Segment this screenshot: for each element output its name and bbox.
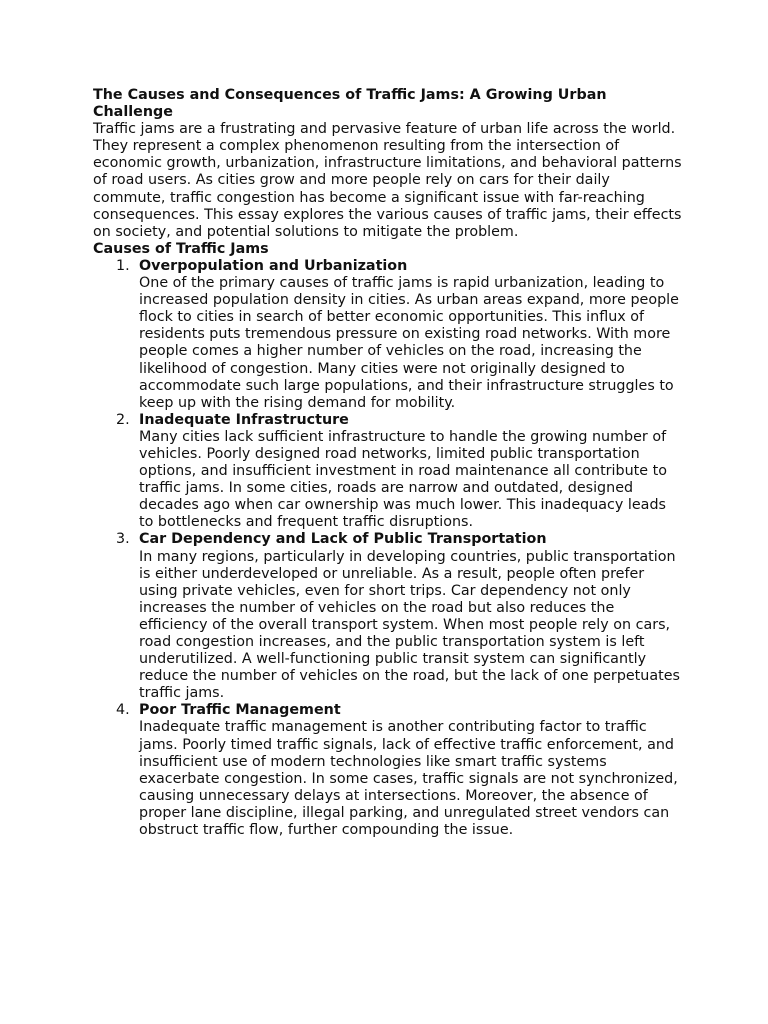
document-page — [93, 87, 683, 839]
cause-body: In many regions, particularly in developing countries, public transportation is either underdeveloped or unreliable. As a result, people often prefer using private vehicles, even for short trips. Car dependency not only increases the number of vehicles on the road but also reduces the efficiency of the overall transport system. When most people rely on cars, road congestion increases, and the public transportation system is left underutilized. A well-functioning public transit system can significantly reduce the number of vehicles on the road, but the lack of one perpetuates traffic jams. — [139, 548, 680, 702]
list-number: 1. — [116, 257, 130, 274]
cause-item — [93, 258, 683, 412]
cause-item — [93, 412, 683, 532]
cause-body: Inadequate traffic management is another contributing factor to traffic jams. Poorly timed traffic signals, lack of effective traffic enforcement, and insufficient use of modern technologies like smart traffic systems exacerbate congestion. In some cases, traffic signals are not synchronized, causing unnecessary delays at intersections. Moreover, the absence of proper lane discipline, illegal parking, and unregulated street vendors can obstruct traffic flow, further compounding the issue. — [139, 719, 678, 839]
list-number: 4. — [116, 702, 130, 719]
cause-title: Car Dependency and Lack of Public Transportation — [139, 531, 547, 548]
cause-body: One of the primary causes of traffic jams is rapid urbanization, leading to increased population density in cities. As urban areas expand, more people flock to cities in search of better economic opportunities. This influx of residents puts tremendous pressure on existing road networks. With more people comes a higher number of vehicles on the road, increasing the likelihood of congestion. Many cities were not originally designed to accommodate such large populations, and their infrastructure struggles to keep up with the rising demand for mobility. — [139, 275, 679, 411]
cause-title: Poor Traffic Management — [139, 702, 341, 719]
section-heading: Causes of Traffic Jams — [93, 240, 269, 257]
intro-paragraph: Traffic jams are a frustrating and pervasive feature of urban life across the world. They represent a complex phenomenon resulting from the intersection of economic growth, urbanization, infrastructure limitations, and behavioral patterns of road users. As cities grow and more people rely on cars for their daily commute, traffic congestion has become a significant issue with far-reaching consequences. This essay explores the various causes of traffic jams, their effects on society, and potential solutions to mitigate the problem. — [93, 121, 682, 240]
cause-item — [93, 702, 683, 839]
cause-item — [93, 531, 683, 702]
causes-list — [93, 258, 683, 839]
cause-title: Overpopulation and Urbanization — [139, 257, 408, 274]
cause-title: Inadequate Infrastructure — [139, 411, 349, 428]
document-title: The Causes and Consequences of Traffic Jams: A Growing Urban Challenge — [93, 87, 607, 121]
list-number: 3. — [116, 531, 130, 548]
cause-body: Many cities lack sufficient infrastructure to handle the growing number of vehicles. Poorly designed road networks, limited public transportation options, and insufficient investment in road maintenance all contribute to traffic jams. In some cities, roads are narrow and outdated, designed decades ago when car ownership was much lower. This inadequacy leads to bottlenecks and frequent traffic disruptions. — [139, 428, 667, 531]
list-number: 2. — [116, 411, 130, 428]
